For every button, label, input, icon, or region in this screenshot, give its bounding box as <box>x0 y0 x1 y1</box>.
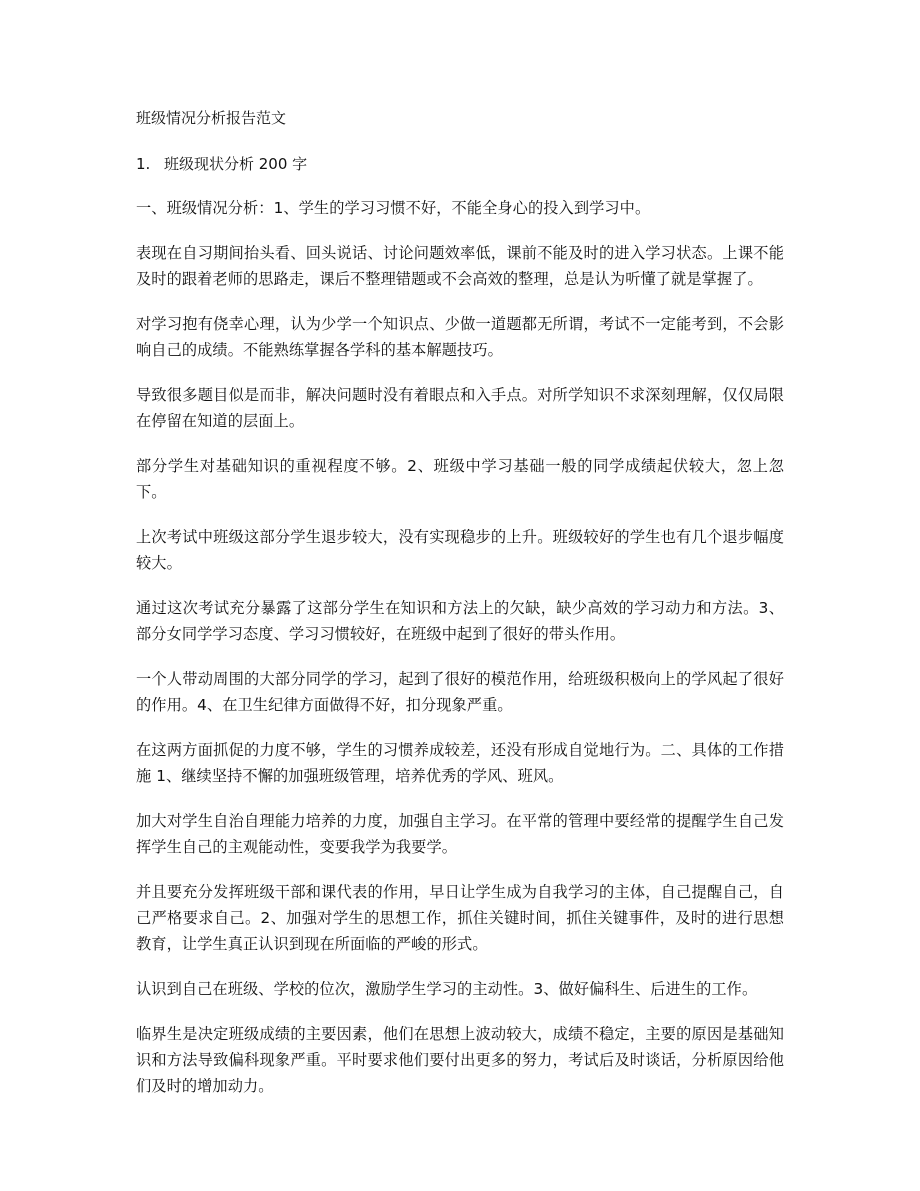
paragraph: 并且要充分发挥班级干部和课代表的作用，早日让学生成为自我学习的主体，自己提醒自己，自己严格要求自己。2、加强对学生的思想工作，抓住关键时间，抓住关键事件，及时的进行思想教育，让学生真正认识到现在所面临的严峻的形式。 <box>136 883 784 953</box>
section-heading-text: 班级现状分析 200 字 <box>164 155 308 173</box>
paragraph: 对学习抱有侥幸心理，认为少学一个知识点、少做一道题都无所谓，考试不一定能考到，不会影响自己的成绩。不能熟练掌握各学科的基本解题技巧。 <box>136 315 784 359</box>
paragraph: 部分学生对基础知识的重视程度不够。2、班级中学习基础一般的同学成绩起伏较大，忽上忽下。 <box>136 457 784 501</box>
section-number: 1. <box>136 155 151 173</box>
paragraph: 认识到自己在班级、学校的位次，激励学生学习的主动性。3、做好偏科生、后进生的工作。 <box>136 980 758 998</box>
paragraph: 表现在自习期间抬头看、回头说话、讨论问题效率低，课前不能及时的进入学习状态。上课不能及时的跟着老师的思路走，课后不整理错题或不会高效的整理，总是认为听懂了就是掌握了。 <box>136 244 784 288</box>
paragraph: 导致很多题目似是而非，解决问题时没有着眼点和入手点。对所学知识不求深刻理解，仅仅局限在停留在知道的层面上。 <box>136 386 784 430</box>
paragraph: 一、班级情况分析：1、学生的学习习惯不好，不能全身心的投入到学习中。 <box>136 199 651 217</box>
paragraph: 上次考试中班级这部分学生退步较大，没有实现稳步的上升。班级较好的学生也有几个退步幅度较大。 <box>136 528 784 572</box>
paragraph: 一个人带动周围的大部分同学的学习，起到了很好的模范作用，给班级积极向上的学风起了很好的作用。4、在卫生纪律方面做得不好，扣分现象严重。 <box>136 670 784 714</box>
paragraph: 在这两方面抓促的力度不够，学生的习惯养成较差，还没有形成自觉地行为。二、具体的工作措施 1、继续坚持不懈的加强班级管理，培养优秀的学风、班风。 <box>136 741 784 785</box>
paragraph: 加大对学生自治自理能力培养的力度，加强自主学习。在平常的管理中要经常的提醒学生自己发挥学生自己的主观能动性，变要我学为我要学。 <box>136 812 784 856</box>
document-page <box>136 106 784 1118</box>
paragraph: 通过这次考试充分暴露了这部分学生在知识和方法上的欠缺，缺少高效的学习动力和方法。3、部分女同学学习态度、学习习惯较好，在班级中起到了很好的带头作用。 <box>136 599 784 643</box>
document-title: 班级情况分析报告范文 <box>136 109 287 127</box>
paragraph: 临界生是决定班级成绩的主要因素，他们在思想上波动较大，成绩不稳定，主要的原因是基础知识和方法导致偏科现象严重。平时要求他们要付出更多的努力，考试后及时谈话，分析原因给他们及时的增加动力。 <box>136 1025 784 1095</box>
section-heading <box>136 152 784 176</box>
